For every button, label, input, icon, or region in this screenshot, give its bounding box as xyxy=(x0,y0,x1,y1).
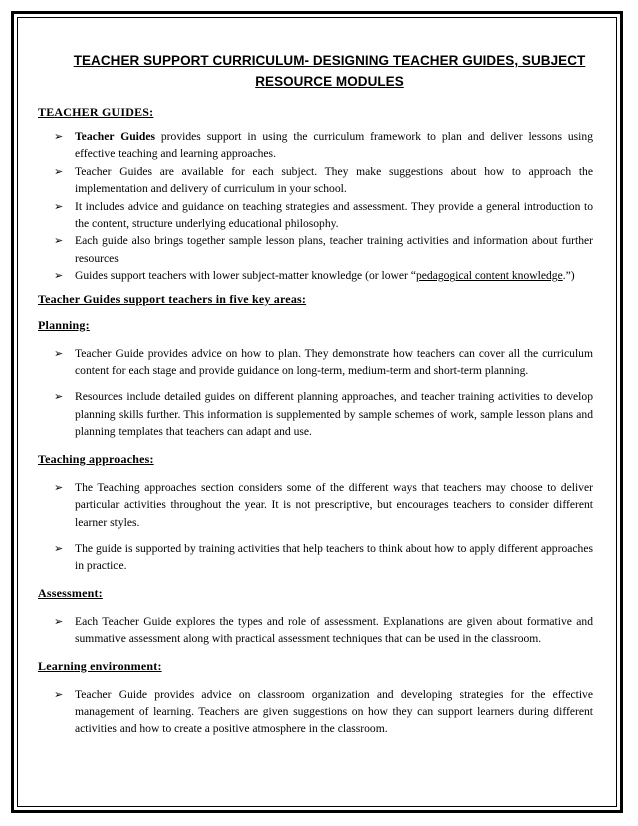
list-item-text: Teacher Guide provides advice on classroom organization and developing strategies for the effective management of learning. Teachers are given suggestions on how they can support learners during different activities and how to create a positive atmosphere in the classroom. xyxy=(75,687,593,736)
teaching-approaches-list xyxy=(38,479,593,575)
list-item xyxy=(38,479,593,531)
list-item-text: .”) xyxy=(562,269,575,283)
arrow-bullet-icon: ➢ xyxy=(54,346,64,360)
list-item-text: provides support in using the curriculum framework to plan and deliver lessons using effective teaching and learning approaches. xyxy=(75,130,593,161)
planning-list xyxy=(38,345,593,441)
document-body xyxy=(38,50,593,738)
teacher-guides-term: Teacher Guides xyxy=(75,130,155,143)
list-item xyxy=(38,540,593,575)
list-item-text: Resources include detailed guides on different planning approaches, and teacher training activities to develop planning skills further. This information is supplemented by sample schemes of work, sample lesson plans and planning templates that teachers can adapt and use. xyxy=(75,390,593,439)
list-item-text: Teacher Guide provides advice on how to plan. They demonstrate how teachers can cover all the curriculum content for each stage and provide guidance on long-term, medium-term and short-term planning. xyxy=(75,346,593,378)
list-item xyxy=(38,267,593,284)
arrow-bullet-icon: ➢ xyxy=(54,130,64,143)
assessment-list xyxy=(38,613,593,648)
list-item xyxy=(38,345,593,380)
list-item xyxy=(38,163,593,198)
arrow-bullet-icon: ➢ xyxy=(54,687,64,701)
list-item-text: Guides support teachers with lower subject-matter knowledge (or lower “ xyxy=(75,269,416,283)
arrow-bullet-icon: ➢ xyxy=(54,390,64,404)
learning-environment-heading: Learning environment: xyxy=(38,658,162,673)
list-item xyxy=(38,686,593,738)
list-item-text: It includes advice and guidance on teaching strategies and assessment. They provide a general introduction to the content, structure underlying educational philosophy. xyxy=(75,199,593,231)
learning-environment-list xyxy=(38,686,593,738)
arrow-bullet-icon: ➢ xyxy=(54,164,64,178)
document-title xyxy=(38,50,593,92)
arrow-bullet-icon: ➢ xyxy=(54,269,64,283)
list-item xyxy=(38,613,593,648)
list-item xyxy=(38,198,593,233)
list-item xyxy=(38,128,593,163)
list-item xyxy=(38,232,593,267)
assessment-heading: Assessment: xyxy=(38,585,103,600)
title-line-1: TEACHER SUPPORT CURRICULUM- DESIGNING TEACHER GUIDES, SUBJECT xyxy=(73,53,586,68)
arrow-bullet-icon: ➢ xyxy=(54,234,64,248)
list-item-text: The guide is supported by training activities that help teachers to think about how to apply different approaches in practice. xyxy=(75,541,593,573)
arrow-bullet-icon: ➢ xyxy=(54,199,64,213)
five-areas-heading: Teacher Guides support teachers in five key areas: xyxy=(38,291,307,306)
arrow-bullet-icon: ➢ xyxy=(54,541,64,555)
planning-heading: Planning: xyxy=(38,317,90,332)
list-item-text: Teacher Guides are available for each subject. They make suggestions about how to approach the implementation and delivery of curriculum in your school. xyxy=(75,164,593,196)
pedagogical-content-knowledge-link[interactable]: pedagogical content knowledge xyxy=(415,269,563,283)
title-line-2: RESOURCE MODULES xyxy=(255,74,404,89)
list-item xyxy=(38,388,593,440)
arrow-bullet-icon: ➢ xyxy=(54,614,64,628)
teacher-guides-heading: TEACHER GUIDES: xyxy=(38,105,154,119)
list-item-text: The Teaching approaches section considers some of the different ways that teachers may choose to deliver particular activities throughout the year. It is not prescriptive, but encourages teachers to consider different learner styles. xyxy=(75,480,593,529)
list-item-text: Each Teacher Guide explores the types and role of assessment. Explanations are given about formative and summative assessment along with practical assessment techniques that can be used in the classroom. xyxy=(75,614,593,646)
teacher-guides-list xyxy=(38,128,593,285)
list-item-text: Each guide also brings together sample lesson plans, teacher training activities and information about further resources xyxy=(75,234,593,265)
teaching-approaches-heading: Teaching approaches: xyxy=(38,451,154,466)
arrow-bullet-icon: ➢ xyxy=(54,480,64,494)
